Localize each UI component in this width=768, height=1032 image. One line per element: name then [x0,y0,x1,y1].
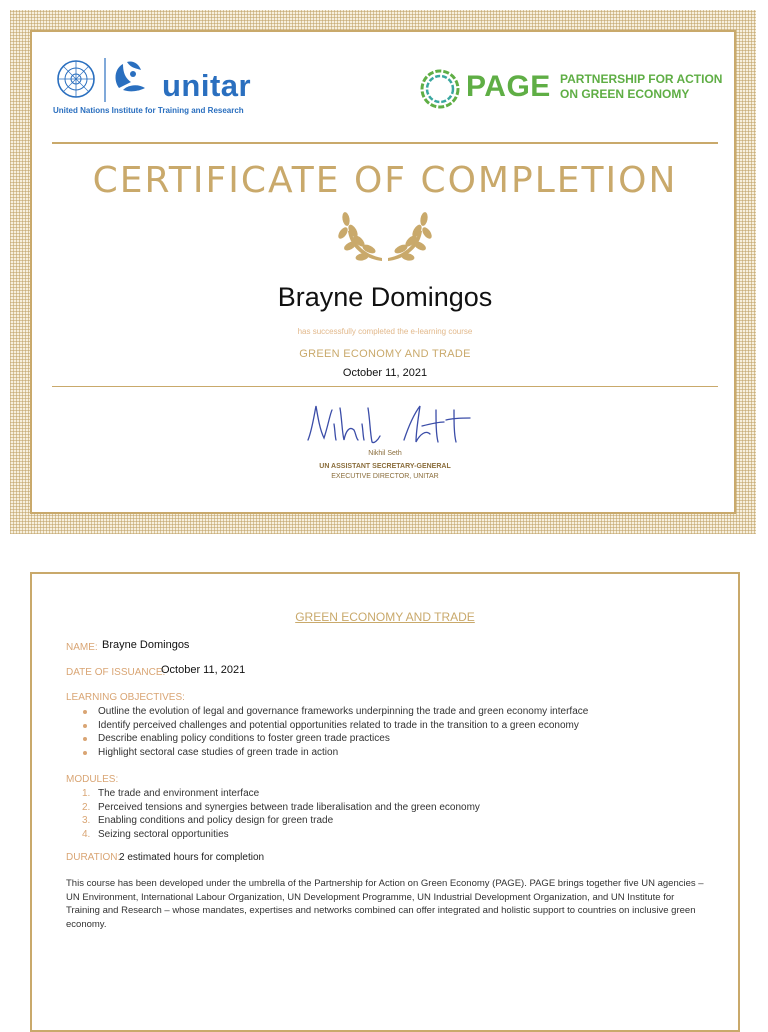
module-text: Seizing sectoral opportunities [98,829,229,841]
completion-statement: has successfully completed the e-learning course [297,327,473,336]
signer-organization: EXECUTIVE DIRECTOR, UNITAR [331,473,439,480]
module-number: 4. [82,829,91,841]
list-item [82,814,480,828]
course-name: GREEN ECONOMY AND TRADE [299,348,471,360]
laurel-icon [334,205,436,265]
objective-text: Highlight sectoral case studies of green trade in action [98,747,339,759]
signer-name: Nikhil Seth [368,450,402,457]
page-wordmark: PAGE [466,70,551,103]
objective-text: Outline the evolution of legal and governance frameworks underpinning the trade and green economy interface [98,706,589,717]
list-item [82,787,480,801]
un-emblem-icon [53,54,153,106]
learning-objectives-label: LEARNING OBJECTIVES: [66,692,185,703]
certificate-title: CERTIFICATE OF COMPLETION [92,160,678,201]
objective-text: Identify perceived challenges and potential opportunities related to trade in the transition to a green economy [98,719,579,731]
name-label: NAME: [66,642,98,653]
list-item [98,719,588,733]
bullet-icon [83,710,87,714]
course-description: This course has been developed under the umbrella of the Partnership for Action on Green Economy (PAGE). PAGE brings together five UN agencies – UN Environment, International Labour Organization, UN Development Programme, UN Industrial Development Organization, and UN Institute for Training and Research – whose mandates, expertises and networks combined can offer integrated and holistic support to countries on inclusive green economy. [66,878,704,930]
unitar-subtitle: United Nations Institute for Training and Research [53,106,244,115]
objective-text: Describe enabling policy conditions to foster green trade practices [98,733,390,745]
learning-objectives-list [98,705,588,760]
page-tagline [560,72,740,102]
list-item [98,732,588,746]
module-text: The trade and environment interface [98,788,260,799]
modules-list [82,787,480,842]
certificate-frame [10,10,756,534]
date-of-issuance-value: October 11, 2021 [161,664,246,676]
duration-label: DURATION: [66,852,121,863]
list-item [98,705,588,719]
bullet-icon [83,724,87,728]
page-ring-icon [418,67,462,111]
course-details-page [30,572,740,1032]
bullet-icon [83,751,87,755]
bullet-icon [83,737,87,741]
completion-date: October 11, 2021 [342,367,428,379]
module-number: 2. [82,801,91,813]
bottom-divider [52,386,718,387]
page-tagline-line-1: PARTNERSHIP FOR ACTION [560,72,723,86]
module-text: Perceived tensions and synergies between trade liberalisation and the green economy [98,801,480,813]
recipient-name: Brayne Domingos [277,282,493,312]
modules-label: MODULES: [66,774,119,785]
top-divider [52,142,718,144]
module-number: 1. [82,788,91,799]
list-item [82,828,480,842]
module-text: Enabling conditions and policy design for green trade [98,815,334,827]
unitar-emblem-icon [116,61,145,91]
list-item [98,746,588,760]
page-tagline-line-2: ON GREEN ECONOMY [560,87,690,101]
signature [304,400,474,450]
certificate [30,30,736,514]
module-number: 3. [82,815,91,827]
signer-title: UN ASSISTANT SECRETARY-GENERAL [319,463,451,470]
list-item [82,801,480,815]
date-of-issuance-label: DATE OF ISSUANCE: [66,667,166,678]
unitar-wordmark: unitar [162,68,252,103]
details-course-title: GREEN ECONOMY AND TRADE [295,610,475,624]
name-value: Brayne Domingos [102,639,190,651]
duration-value: 2 estimated hours for completion [119,852,265,863]
